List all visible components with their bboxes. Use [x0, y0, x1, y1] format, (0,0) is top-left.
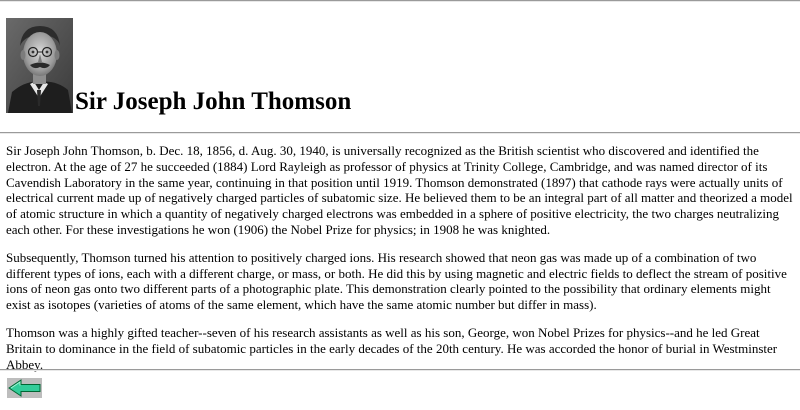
title-divider — [0, 132, 800, 134]
page-header — [6, 18, 351, 113]
portrait-photo — [6, 18, 73, 113]
paragraph-2: Subsequently, Thomson turned his attention to positively charged ions. His research showed that neon gas was made up of a combination of two different types of ions, each with a different charge, or mass, or both. He did this by using magnetic and electric fields to deflect the stream of positive ions of neon gas onto two different parts of a photographic plate. This demonstration clearly pointed to the possibility that ordinary elements might exist as isotopes (varieties of atoms of the same element, which have the same atomic number but differ in mass). — [6, 249, 787, 313]
paragraph-3: Thomson was a highly gifted teacher--seven of his research assistants as well as his son, George, won Nobel Prizes for physics--and he led Great Britain to dominance in the field of subatomic particles in the early decades of the 20th century. He was accorded the honor of burial in Westminster Abbey. — [6, 324, 778, 372]
paragraph-1: Sir Joseph John Thomson, b. Dec. 18, 1856, d. Aug. 30, 1940, is universally recognized as the British scientist who discovered and identified the electron. At the age of 27 he succeeded (1884) Lord Rayleigh as professor of physics at Trinity College, Cambridge, and was named director of its Cavendish Laboratory in the same year, continuing in that position until 1919. Thomson demonstrated (1897) that cathode rays were actually units of electrical current made up of negatively charged particles of subatomic size. He believed them to be an integral part of all matter and theorized a model of atomic structure in which a quantity of negatively charged electrons was embedded in a sphere of positive electricity, the two charges neutralizing each other. For these investigations he won (1906) the Nobel Prize for physics; in 1908 he was knighted. — [6, 143, 793, 237]
biography-text — [6, 143, 796, 384]
bottom-divider — [0, 369, 800, 371]
back-button[interactable] — [6, 377, 43, 399]
top-divider — [0, 0, 800, 2]
page-title: Sir Joseph John Thomson — [75, 88, 352, 115]
back-arrow-icon — [6, 377, 43, 399]
